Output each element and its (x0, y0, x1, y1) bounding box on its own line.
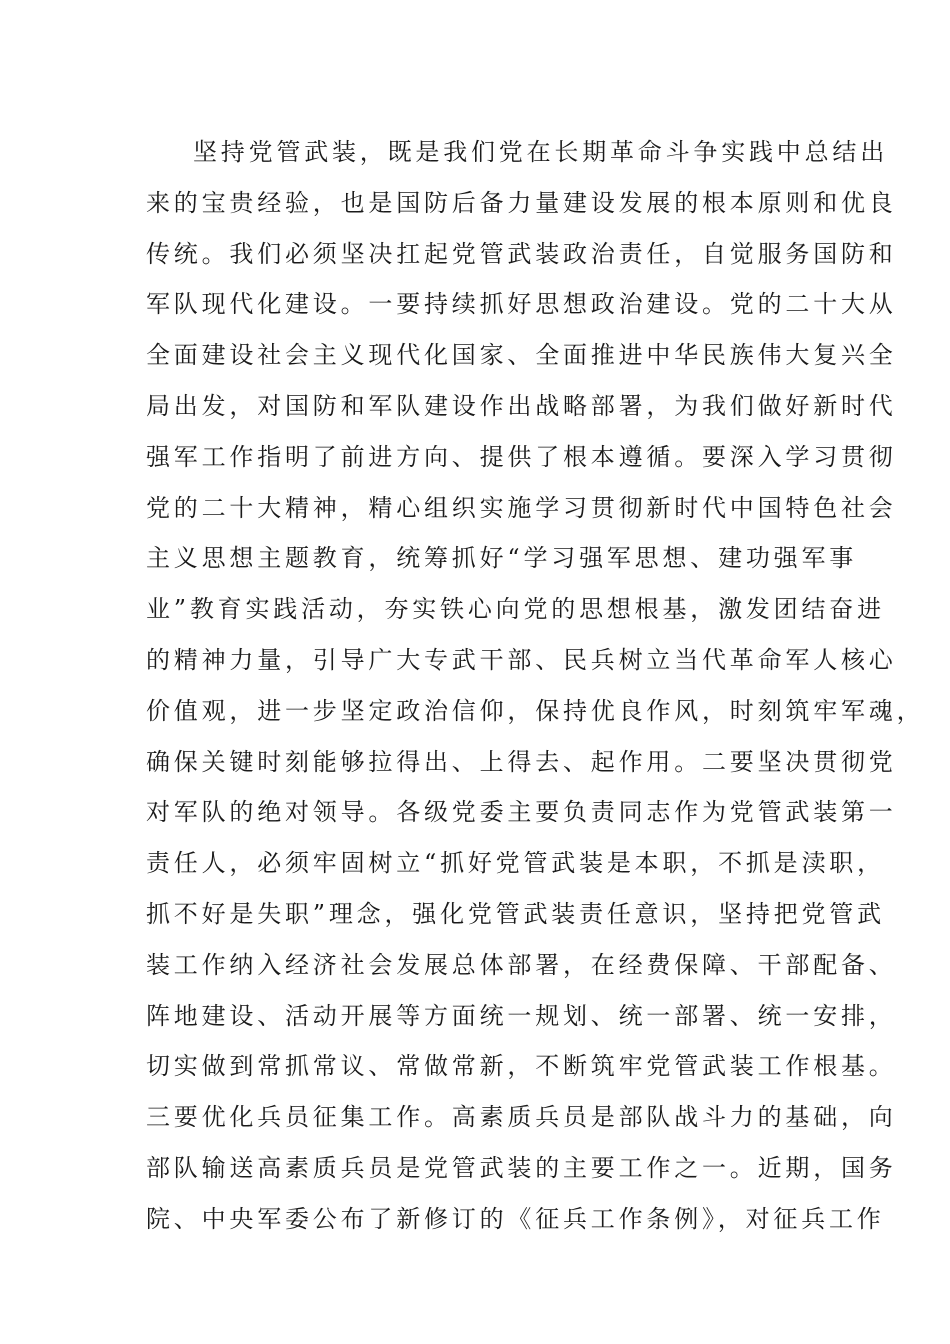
body-paragraph (146, 127, 925, 1245)
text-line: 的精神力量，引导广大专武干部、民兵树立当代革命军人核心 (146, 645, 897, 674)
text-line: 确保关键时刻能够拉得出、上得去、起作用。二要坚决贯彻党 (146, 747, 897, 776)
text-line: 强军工作指明了前进方向、提供了根本遵循。要深入学习贯彻 (146, 442, 897, 471)
text-line: 业”教育实践活动，夯实铁心向党的思想根基，激发团结奋进 (146, 595, 885, 624)
text-line: 主义思想主题教育，统筹抓好“学习强军思想、建功强军事 (146, 544, 858, 573)
text-line: 阵地建设、活动开展等方面统一规划、统一部署、统一安排， (146, 1001, 897, 1030)
text-line: 全面建设社会主义现代化国家、全面推进中华民族伟大复兴全 (146, 341, 897, 370)
text-line: 三要优化兵员征集工作。高素质兵员是部队战斗力的基础，向 (146, 1103, 897, 1132)
text-line: 传统。我们必须坚决扛起党管武装政治责任，自觉服务国防和 (146, 239, 897, 268)
text-line: 切实做到常抓常议、常做常新，不断筑牢党管武装工作根基。 (146, 1052, 897, 1081)
text-line: 来的宝贵经验，也是国防后备力量建设发展的根本原则和优良 (146, 188, 897, 217)
text-line: 院、中央军委公布了新修订的《征兵工作条例》，对征兵工作 (146, 1204, 885, 1233)
text-line: 对军队的绝对领导。各级党委主要负责同志作为党管武装第一 (146, 798, 897, 827)
text-line: 军队现代化建设。一要持续抓好思想政治建设。党的二十大从 (146, 290, 897, 319)
text-line: 价值观，进一步坚定政治信仰，保持优良作风，时刻筑牢军魂， (146, 696, 925, 725)
text-line: 部队输送高素质兵员是党管武装的主要工作之一。近期，国务 (146, 1153, 897, 1182)
text-line: 局出发，对国防和军队建设作出战略部署，为我们做好新时代 (146, 391, 897, 420)
text-line: 抓不好是失职”理念，强化党管武装责任意识，坚持把党管武 (146, 899, 885, 928)
text-line: 责任人，必须牢固树立“抓好党管武装是本职，不抓是渎职， (146, 849, 885, 878)
text-line: 装工作纳入经济社会发展总体部署，在经费保障、干部配备、 (146, 950, 897, 979)
text-line: 党的二十大精神，精心组织实施学习贯彻新时代中国特色社会 (146, 493, 897, 522)
text-line: 坚持党管武装，既是我们党在长期革命斗争实践中总结出 (193, 138, 888, 166)
